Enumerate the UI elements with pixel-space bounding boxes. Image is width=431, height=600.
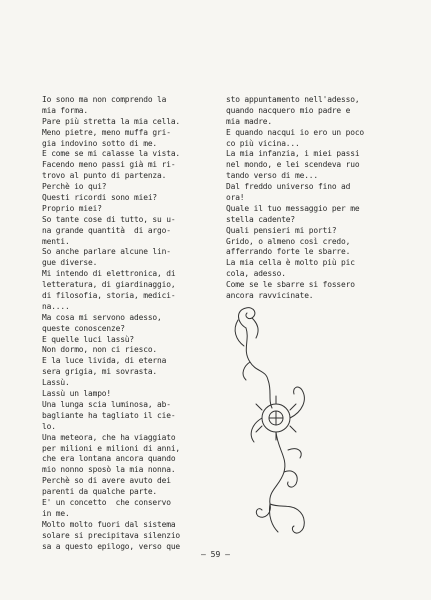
text-line: ancora ravvicinate. bbox=[226, 291, 314, 301]
left-text-column bbox=[42, 95, 222, 552]
text-line: E quando nacqui io ero un poco bbox=[226, 127, 365, 137]
text-line: Una meteora, che ha viaggiato bbox=[42, 432, 176, 442]
text-line: Mi intendo di elettronica, di bbox=[42, 269, 176, 279]
text-line: cola, adesso. bbox=[226, 269, 286, 279]
text-line: stella cadente? bbox=[226, 214, 296, 224]
decorative-vine-ornament bbox=[228, 300, 328, 560]
page-number: – 59 – bbox=[201, 550, 230, 559]
text-line: Perchè io qui? bbox=[42, 182, 107, 192]
text-line: Pare più stretta la mia cella. bbox=[42, 116, 181, 126]
text-line: Lassù. bbox=[42, 378, 70, 388]
text-line: ora! bbox=[226, 193, 245, 203]
text-line: Facendo meno passi già mi ri- bbox=[42, 160, 176, 170]
text-line: co più vicina... bbox=[226, 138, 300, 148]
text-line: E la luce livida, di eterna bbox=[42, 356, 167, 366]
text-line: Perchè so di avere avuto dei bbox=[42, 476, 171, 486]
text-line: mia madre. bbox=[226, 116, 273, 126]
text-line: So anche parlare alcune lin- bbox=[42, 247, 171, 257]
text-line: per milioni e milioni di anni, bbox=[42, 443, 181, 453]
text-line: Ma cosa mi servono adesso, bbox=[42, 312, 162, 322]
text-line: Quali pensieri mi porti? bbox=[226, 225, 337, 235]
text-line: Non dormo, non ci riesco. bbox=[42, 345, 158, 355]
text-line: La mia cella è molto più pic bbox=[226, 258, 355, 268]
text-line: sa a questo epilogo, verso que bbox=[42, 541, 181, 551]
text-line: Io sono ma non comprendo la bbox=[42, 95, 167, 104]
text-line: letteratura, di giardinaggio, bbox=[42, 280, 176, 290]
text-line: gue diverse. bbox=[42, 258, 98, 268]
text-line: trovo al punto di partenza. bbox=[42, 171, 167, 181]
text-line: afferrando forte le sbarre. bbox=[226, 247, 351, 257]
text-line: tando verso di me... bbox=[226, 171, 319, 181]
text-line: lo. bbox=[42, 421, 56, 431]
text-line: parenti da qualche parte. bbox=[42, 487, 158, 497]
text-line: sera grigia, mi sovrasta. bbox=[42, 367, 158, 377]
text-line: So tante cose di tutto, su u- bbox=[42, 214, 176, 224]
text-line: quando nacquero mio padre e bbox=[226, 105, 351, 115]
text-line: Meno pietre, meno muffa gri- bbox=[42, 127, 171, 137]
text-line: Grido, o almeno così credo, bbox=[226, 236, 351, 246]
text-line: Dal freddo universo fino ad bbox=[226, 182, 351, 192]
text-line: Proprio miei? bbox=[42, 203, 102, 213]
text-line: Quale il tuo messaggio per me bbox=[226, 203, 360, 213]
text-line: sto appuntamento nell'adesso, bbox=[226, 95, 360, 104]
text-line: bagliante ha tagliato il cie- bbox=[42, 410, 176, 420]
text-line: Molto molto fuori dal sistema bbox=[42, 519, 176, 529]
text-line: La mia infanzia, i miei passi bbox=[226, 149, 360, 159]
text-line: mia forma. bbox=[42, 105, 89, 115]
text-line: na.... bbox=[42, 301, 70, 311]
text-line: che era lontana ancora quando bbox=[42, 454, 176, 464]
text-line: gia indovino sotto di me. bbox=[42, 138, 158, 148]
text-line: Come se le sbarre si fossero bbox=[226, 280, 355, 290]
text-line: queste conoscenze? bbox=[42, 323, 125, 333]
text-line: mio nonno sposò la mia nonna. bbox=[42, 465, 176, 475]
text-line: nel mondo, e lei scendeva ruo bbox=[226, 160, 360, 170]
right-text-column bbox=[226, 95, 406, 302]
text-line: na grande quantità di argo- bbox=[42, 225, 171, 235]
text-line: E come se mi calasse la vista. bbox=[42, 149, 181, 159]
text-line: di filosofia, storia, medici- bbox=[42, 291, 176, 301]
text-line: Questi ricordi sono miei? bbox=[42, 193, 158, 203]
text-line: solare si precipitava silenzio bbox=[42, 530, 181, 540]
text-line: Lassù un lampo! bbox=[42, 389, 112, 399]
text-line: Una lunga scia luminosa, ab- bbox=[42, 399, 171, 409]
text-line: in me. bbox=[42, 508, 70, 518]
text-line: E' un concetto che conservo bbox=[42, 497, 171, 507]
text-line: E quelle luci lassù? bbox=[42, 334, 135, 344]
text-line: menti. bbox=[42, 236, 70, 246]
